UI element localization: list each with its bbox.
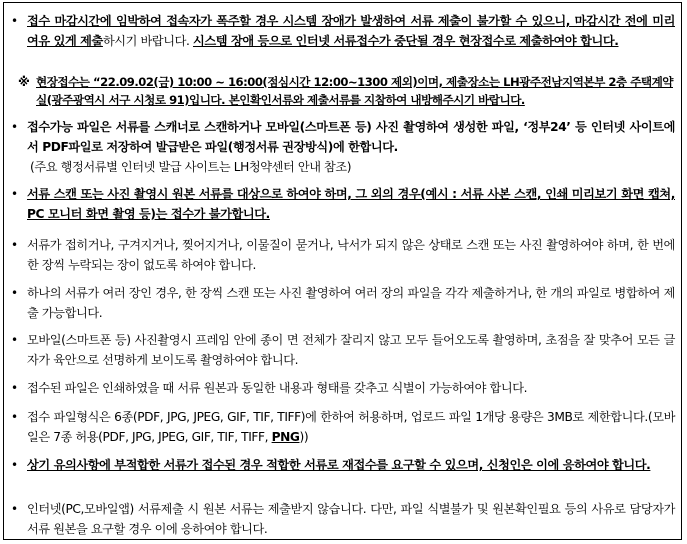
notice-item-system-failure — [4, 11, 675, 51]
item-text — [27, 11, 675, 51]
notice-item-file-format — [4, 407, 675, 447]
bullet: • — [11, 238, 18, 252]
notice-item-original-only — [4, 184, 675, 224]
item-text: 접수된 파일은 인쇄하였을 때 서류 원본과 동일한 내용과 형태를 갖추고 식별이 가능하여야 합니다. — [27, 381, 528, 395]
item-text: 모바일(스마트폰 등) 사진촬영시 프레임 안에 종이 면 전체가 잘리지 않고 모두 들어오도록 촬영하며, 초점을 잘 맞추어 모든 글자가 육안으로 선명하게 보이도록 촬영하여야 합니다. — [27, 333, 675, 367]
bullet: • — [11, 381, 18, 395]
notice-item-print-identifiable — [4, 378, 675, 398]
bullet: • — [11, 187, 18, 201]
text-run: 접수 파일형식은 6종(PDF, JPG, JPEG, GIF, TIF, TIFF)에 한하여 허용하며, 업로드 파일 1개당 용량은 3MB로 제한합니다.(모바일은 7종 허용(PDF, JPG, JPEG, GIF, TIF, TIFF, — [27, 410, 675, 444]
notice-item-acceptable-files — [4, 117, 675, 177]
item-text: 서류 스캔 또는 사진 촬영시 원본 서류를 대상으로 하여야 하며, 그 외의 경우(예시 : 서류 사본 스캔, 인쇄 미리보기 화면 캡쳐, PC 모니터 화면 촬영 등)는 접수가 불가합니다. — [27, 187, 675, 221]
note-mark: ※ — [18, 75, 30, 89]
item-text: 인터넷(PC,모바일앱) 서류제출 시 원본 서류는 제출받지 않습니다. 다만, 파일 식별불가 및 원본확인필요 등의 사유로 담당자가 서류 원본을 요구할 경우 이에 응하여야 합니다. — [27, 502, 675, 536]
notice-box — [3, 2, 682, 540]
text-run: 접수 마감시간에 임박하여 접속자가 폭주할 경우 시스템 장애가 발생하여 서류 제출이 불가할 수 있으니, 마감시간 전에 미리 여유 있게 제출 — [27, 14, 675, 48]
onsite-submission-note — [18, 73, 673, 109]
text-run: PNG — [271, 430, 300, 444]
item-text — [27, 407, 675, 447]
notice-item-multi-page — [4, 283, 675, 323]
bullet: • — [11, 333, 18, 347]
item-text: 하나의 서류가 여러 장인 경우, 한 장씩 스캔 또는 사진 촬영하여 여러 장의 파일을 각각 제출하거나, 한 개의 파일로 병합하여 제출 가능합니다. — [27, 286, 675, 320]
text-run: )) — [299, 430, 309, 444]
notice-item-document-condition — [4, 235, 675, 275]
bullet: • — [11, 14, 18, 28]
bullet: • — [11, 120, 18, 134]
notice-item-resubmission — [4, 455, 675, 475]
bullet: • — [11, 458, 18, 472]
bullet: • — [11, 502, 18, 516]
notice-item-original-request — [4, 499, 675, 539]
text-run: 하시기 바랍니다. — [102, 34, 193, 48]
item-text: 상기 유의사항에 부적합한 서류가 접수된 경우 적합한 서류로 재접수를 요구할 수 있으며, 신청인은 이에 응하여야 합니다. — [27, 458, 651, 472]
bullet: • — [11, 286, 18, 300]
item-subnote: (주요 행정서류별 인터넷 발급 사이트는 LH청약센터 안내 참조) — [30, 160, 352, 174]
note-text: 현장접수는 “22.09.02(금) 10:00 ~ 16:00(점심시간 12:00~1300 제외)이며, 제출장소는 LH광주전남지역본부 2층 주택계약실(광주광역시 서구 시청로 91)입니다. 본인확인서류와 제출서류를 지참하여 내방해주시기 바랍니다. — [36, 75, 673, 107]
bullet: • — [11, 410, 18, 424]
item-text: 서류가 접히거나, 구겨지거나, 찢어지거나, 이물질이 묻거나, 낙서가 되지 않은 상태로 스캔 또는 사진 촬영하여야 하며, 한 번에 한 장씩 누락되는 장이 없도록 하여야 합니다. — [27, 238, 675, 272]
notice-item-mobile-photo — [4, 330, 675, 370]
text-run: 시스템 장애 등으로 인터넷 서류접수가 중단될 경우 현장접수로 제출하여야 합니다. — [192, 34, 619, 48]
item-text: 접수가능 파일은 서류를 스캐너로 스캔하거나 모바일(스마트폰 등) 사진 촬영하여 생성한 파일, ‘정부24’ 등 인터넷 사이트에서 PDF파일로 저장하여 발급받은 파일(행정서류 권장방식)에 한합니다. — [27, 120, 675, 154]
